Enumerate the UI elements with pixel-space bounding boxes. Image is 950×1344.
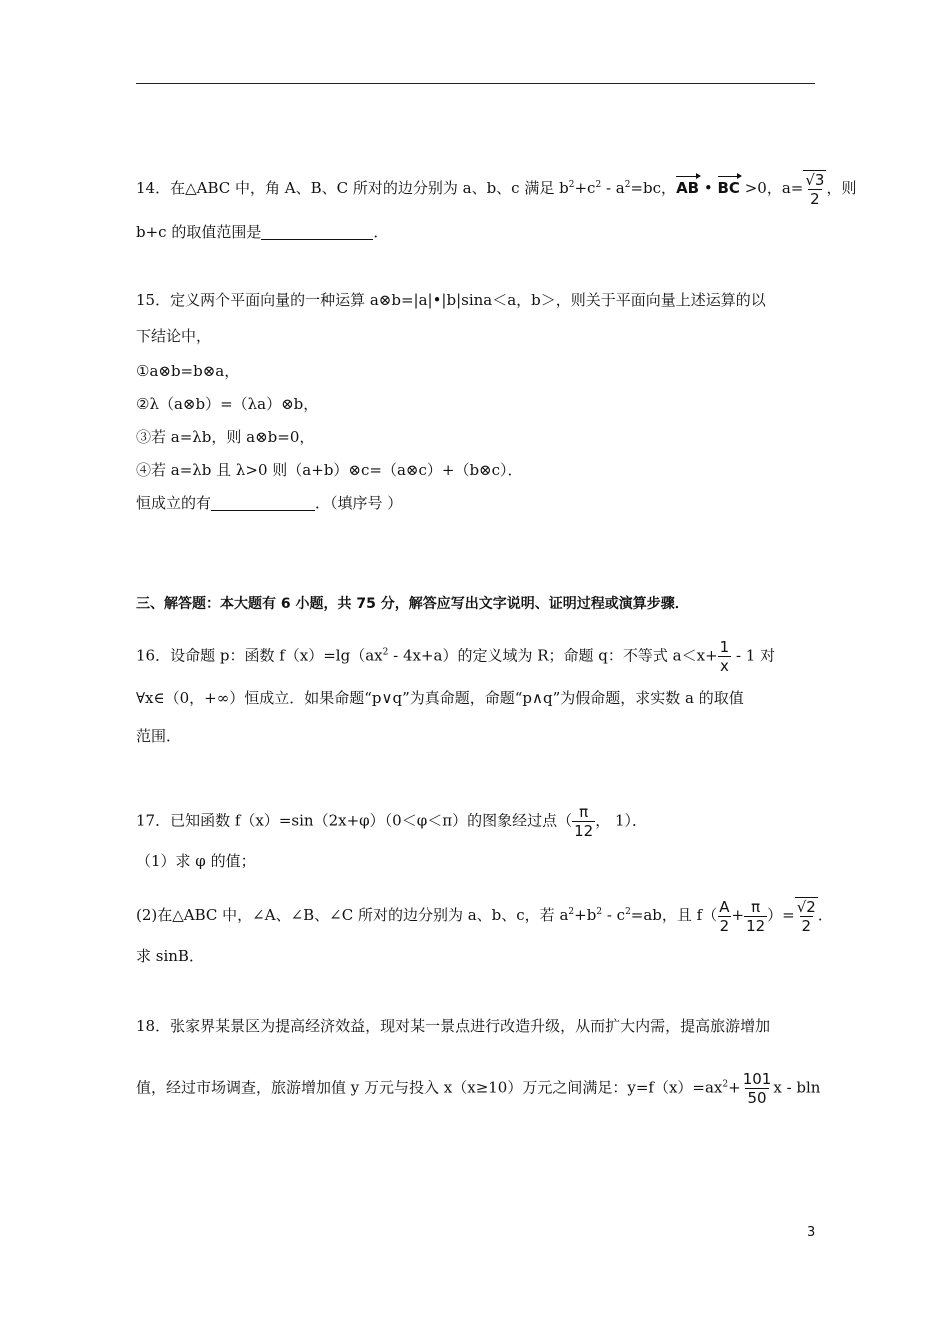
question-18-line-1: 18．张家界某景区为提高经济效益，现对某一景点进行改造升级，从而扩大内需，提高旅游增加 [136, 1017, 771, 1035]
conclusion-2: ②λ（a⊗b）=（λa）⊗b， [136, 395, 319, 413]
q14-text: 14．在△ABC 中，角 A、B、C 所对的边分别为 a、b、c 满足 b [136, 179, 569, 197]
fraction-pi-over-12-b: $\frac{\pi}{12}$ [746, 897, 766, 935]
q14-sup: 2 [568, 180, 575, 190]
fraction-pi-over-12: $\frac{\pi}{12}$ [574, 803, 594, 840]
question-17-part-2: (2)在△ABC 中，∠A、∠B、∠C 所对的边分别为 a、b、c，若 $a^2+b^2 - c^2=ab$，且 f（ $\frac{A}{2}$ + $\frac{\pi}{12}$ ）= $\frac{√2}{2}$ ． [136, 897, 833, 935]
fraction-sqrt3-over-2: $\frac{√3}{2}$ [805, 171, 825, 208]
q14-text: +c [574, 179, 596, 197]
fraction-sqrt2-over-2: $\frac{√2}{2}$ [796, 898, 816, 935]
question-16-line-3: 范围． [136, 727, 182, 745]
section-heading: 三、解答题：本大题有 6 小题，共 75 分，解答应写出文字说明、证明过程或演算步骤． [136, 596, 689, 612]
conclusion-4: ④若 a=λb 且 λ>0 则（a+b）⊗c=（a⊗c）+（b⊗c）． [136, 461, 523, 479]
answer-blank-15 [211, 495, 315, 511]
q14-dot: • [699, 179, 718, 197]
conclusion-3: ③若 a=λb，则 a⊗b=0， [136, 428, 315, 446]
question-16-line-1: 16．设命题 p：函数 $f(x)=\lg(ax^2 - 4x+a)$的定义域为 R；命题 q：不等式 a＜x+ $\frac{1}{x}$ - 1 对 [136, 638, 776, 675]
vector-bc: BC [717, 179, 740, 197]
fraction-1-over-x: $\frac{1}{x}$ [719, 638, 730, 675]
question-15-answer-line: 恒成立的有 ．（填序号 ） [136, 494, 403, 512]
q14-text: ，则 [826, 179, 857, 197]
question-17-part-1: （1）求 φ 的值； [136, 852, 256, 870]
vector-ab: AB [676, 179, 700, 197]
question-14-line-1 [136, 170, 856, 208]
answer-blank-14 [261, 224, 373, 240]
question-17-line-1: 17．已知函数 f（x）=sin（2x+φ）（0＜φ＜π）的图象经过点（ $\frac{\pi}{12}$ ， 1）． [136, 803, 647, 840]
question-16-line-2: ∀x∈（0，+∞）恒成立．如果命题“p∨q”为真命题，命题“p∧q”为假命题，求实数 a 的取值 [136, 689, 744, 707]
q14-sup: 2 [595, 180, 602, 190]
q14-sup: 2 [624, 180, 631, 190]
fraction-a-over-2: $\frac{A}{2}$ [719, 897, 730, 935]
page-number: 3 [807, 1225, 816, 1240]
question-15-line-1: 15．定义两个平面向量的一种运算 a⊗b=|a|•|b|sina＜a，b＞，则关于平面向量上述运算的以 [136, 291, 766, 309]
question-17-line-4: 求 sinB． [136, 947, 204, 965]
header-rule [136, 83, 815, 84]
question-14-line-2: b+c 的取值范围是 ． [136, 223, 389, 241]
conclusion-1: ①a⊗b=b⊗a， [136, 362, 240, 380]
question-18-line-2: 值，经过市场调查，旅游增加值 y 万元与投入 x（x≥10）万元之间满足：$y=f(x)=ax^2+$ $\frac{101}{50}$ x - bln [136, 1070, 821, 1107]
q14-text: >0，a= [739, 179, 804, 197]
question-15-line-2: 下结论中， [136, 327, 212, 345]
q14-text: =bc， [630, 179, 677, 197]
fraction-101-over-50: $\frac{101}{50}$ [742, 1070, 772, 1107]
q14-text: - a [601, 179, 625, 197]
